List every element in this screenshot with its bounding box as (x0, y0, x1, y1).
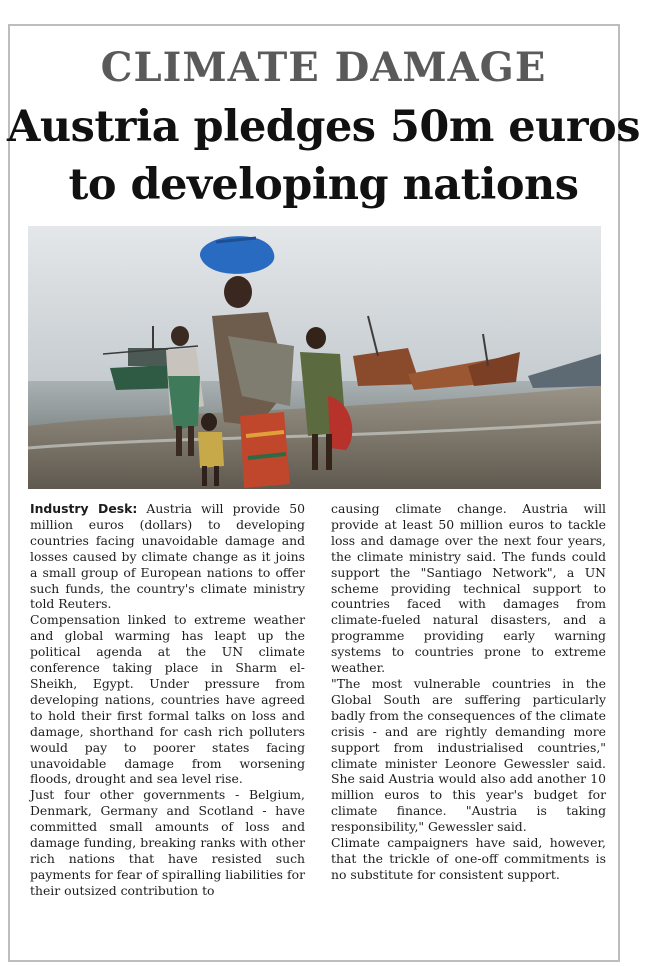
article-column-1 (30, 501, 305, 951)
article-photo (28, 226, 601, 489)
article-body (30, 501, 606, 951)
paragraph-1 (30, 501, 305, 612)
article-column-2 (331, 501, 606, 951)
paragraph-2: Compensation linked to extreme weather and global warming has leapt up the political agenda at the UN climate conference taking place in Sharm el-Sheikh, Egypt. Under pressure from developing nations, countries have agreed to hold their first formal talks on loss and damage, shorthand for cash rich polluters would pay to poorer states facing unavoidable damage from worsening floods, drought and sea level rise. (30, 612, 305, 787)
article-byline: Industry Desk: (30, 501, 138, 516)
paragraph-6: Climate campaigners have said, however, that the trickle of one-off commitments is no substitute for consistent support. (331, 835, 606, 882)
article-kicker: CLIMATE DAMAGE (100, 44, 547, 91)
photo-people-on-beach-icon (28, 226, 601, 489)
paragraph-1-text: Austria will provide 50 million euros (dollars) to developing countries facing unavoidable damage and losses caused by climate change as it joins a small group of European nations to offer such funds, the country's climate ministry told Reuters. (30, 501, 305, 612)
paragraph-4: causing climate change. Austria will provide at least 50 million euros to tackle loss and damage over the next four years, the climate ministry said. The funds could support the "Santiago Network", a UN scheme providing technical support to countries faced with damages from climate-fueled natural disasters, and a programme providing early warning systems to countries prone to extreme weather. (331, 501, 606, 676)
paragraph-5: "The most vulnerable countries in the Global South are suffering particularly badly from the consequences of the climate crisis - and are rightly demanding more support from industrialised countries," climate minister Leonore Gewessler said. She said Austria would also add another 10 million euros to this year's budget for climate finance. "Austria is taking responsibility," Gewessler said. (331, 675, 606, 835)
paragraph-3: Just four other governments - Belgium, Denmark, Germany and Scotland - have committed small amounts of loss and damage funding, breaking ranks with other rich nations that have resisted such payments for fear of spiralling liabilities for their outsized contribution to (30, 787, 305, 898)
article-headline (0, 98, 647, 214)
headline-line-2: to developing nations (68, 160, 579, 210)
headline-line-1: Austria pledges 50m euros (7, 102, 640, 152)
